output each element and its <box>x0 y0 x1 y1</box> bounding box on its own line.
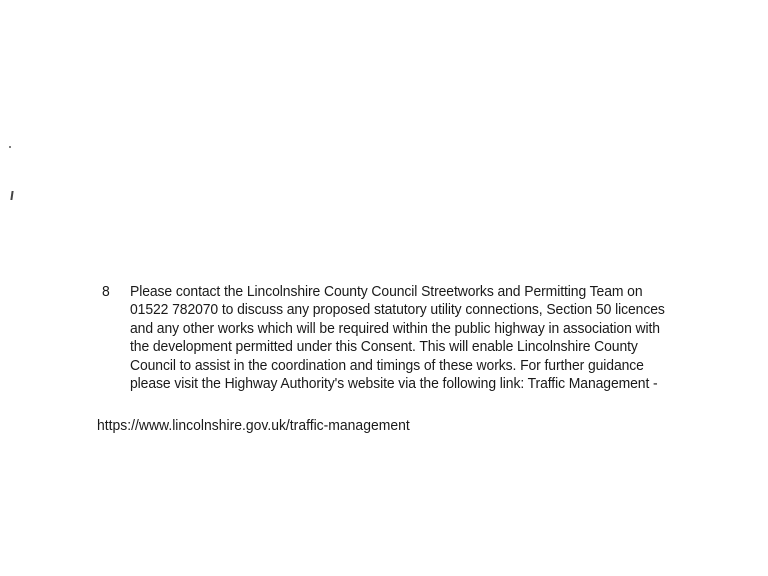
clause-line: the development permitted under this Consent. This will enable Lincolnshire County <box>130 338 638 356</box>
traffic-management-url: https://www.lincolnshire.gov.uk/traffic-management <box>97 417 410 434</box>
clause-line: please visit the Highway Authority's website via the following link: Traffic Management - <box>130 375 658 393</box>
scan-mark <box>10 191 13 200</box>
clause-line: 01522 782070 to discuss any proposed statutory utility connections, Section 50 licences <box>130 301 665 319</box>
clause-line: and any other works which will be required within the public highway in association with <box>130 319 660 337</box>
scan-speck <box>9 146 11 148</box>
condition-clause <box>102 283 768 393</box>
clause-line: Council to assist in the coordination and timings of these works. For further guidance <box>130 356 644 374</box>
clause-number: 8 <box>102 283 110 300</box>
clause-text <box>130 283 768 393</box>
clause-line: Please contact the Lincolnshire County Council Streetworks and Permitting Team on <box>130 283 643 300</box>
